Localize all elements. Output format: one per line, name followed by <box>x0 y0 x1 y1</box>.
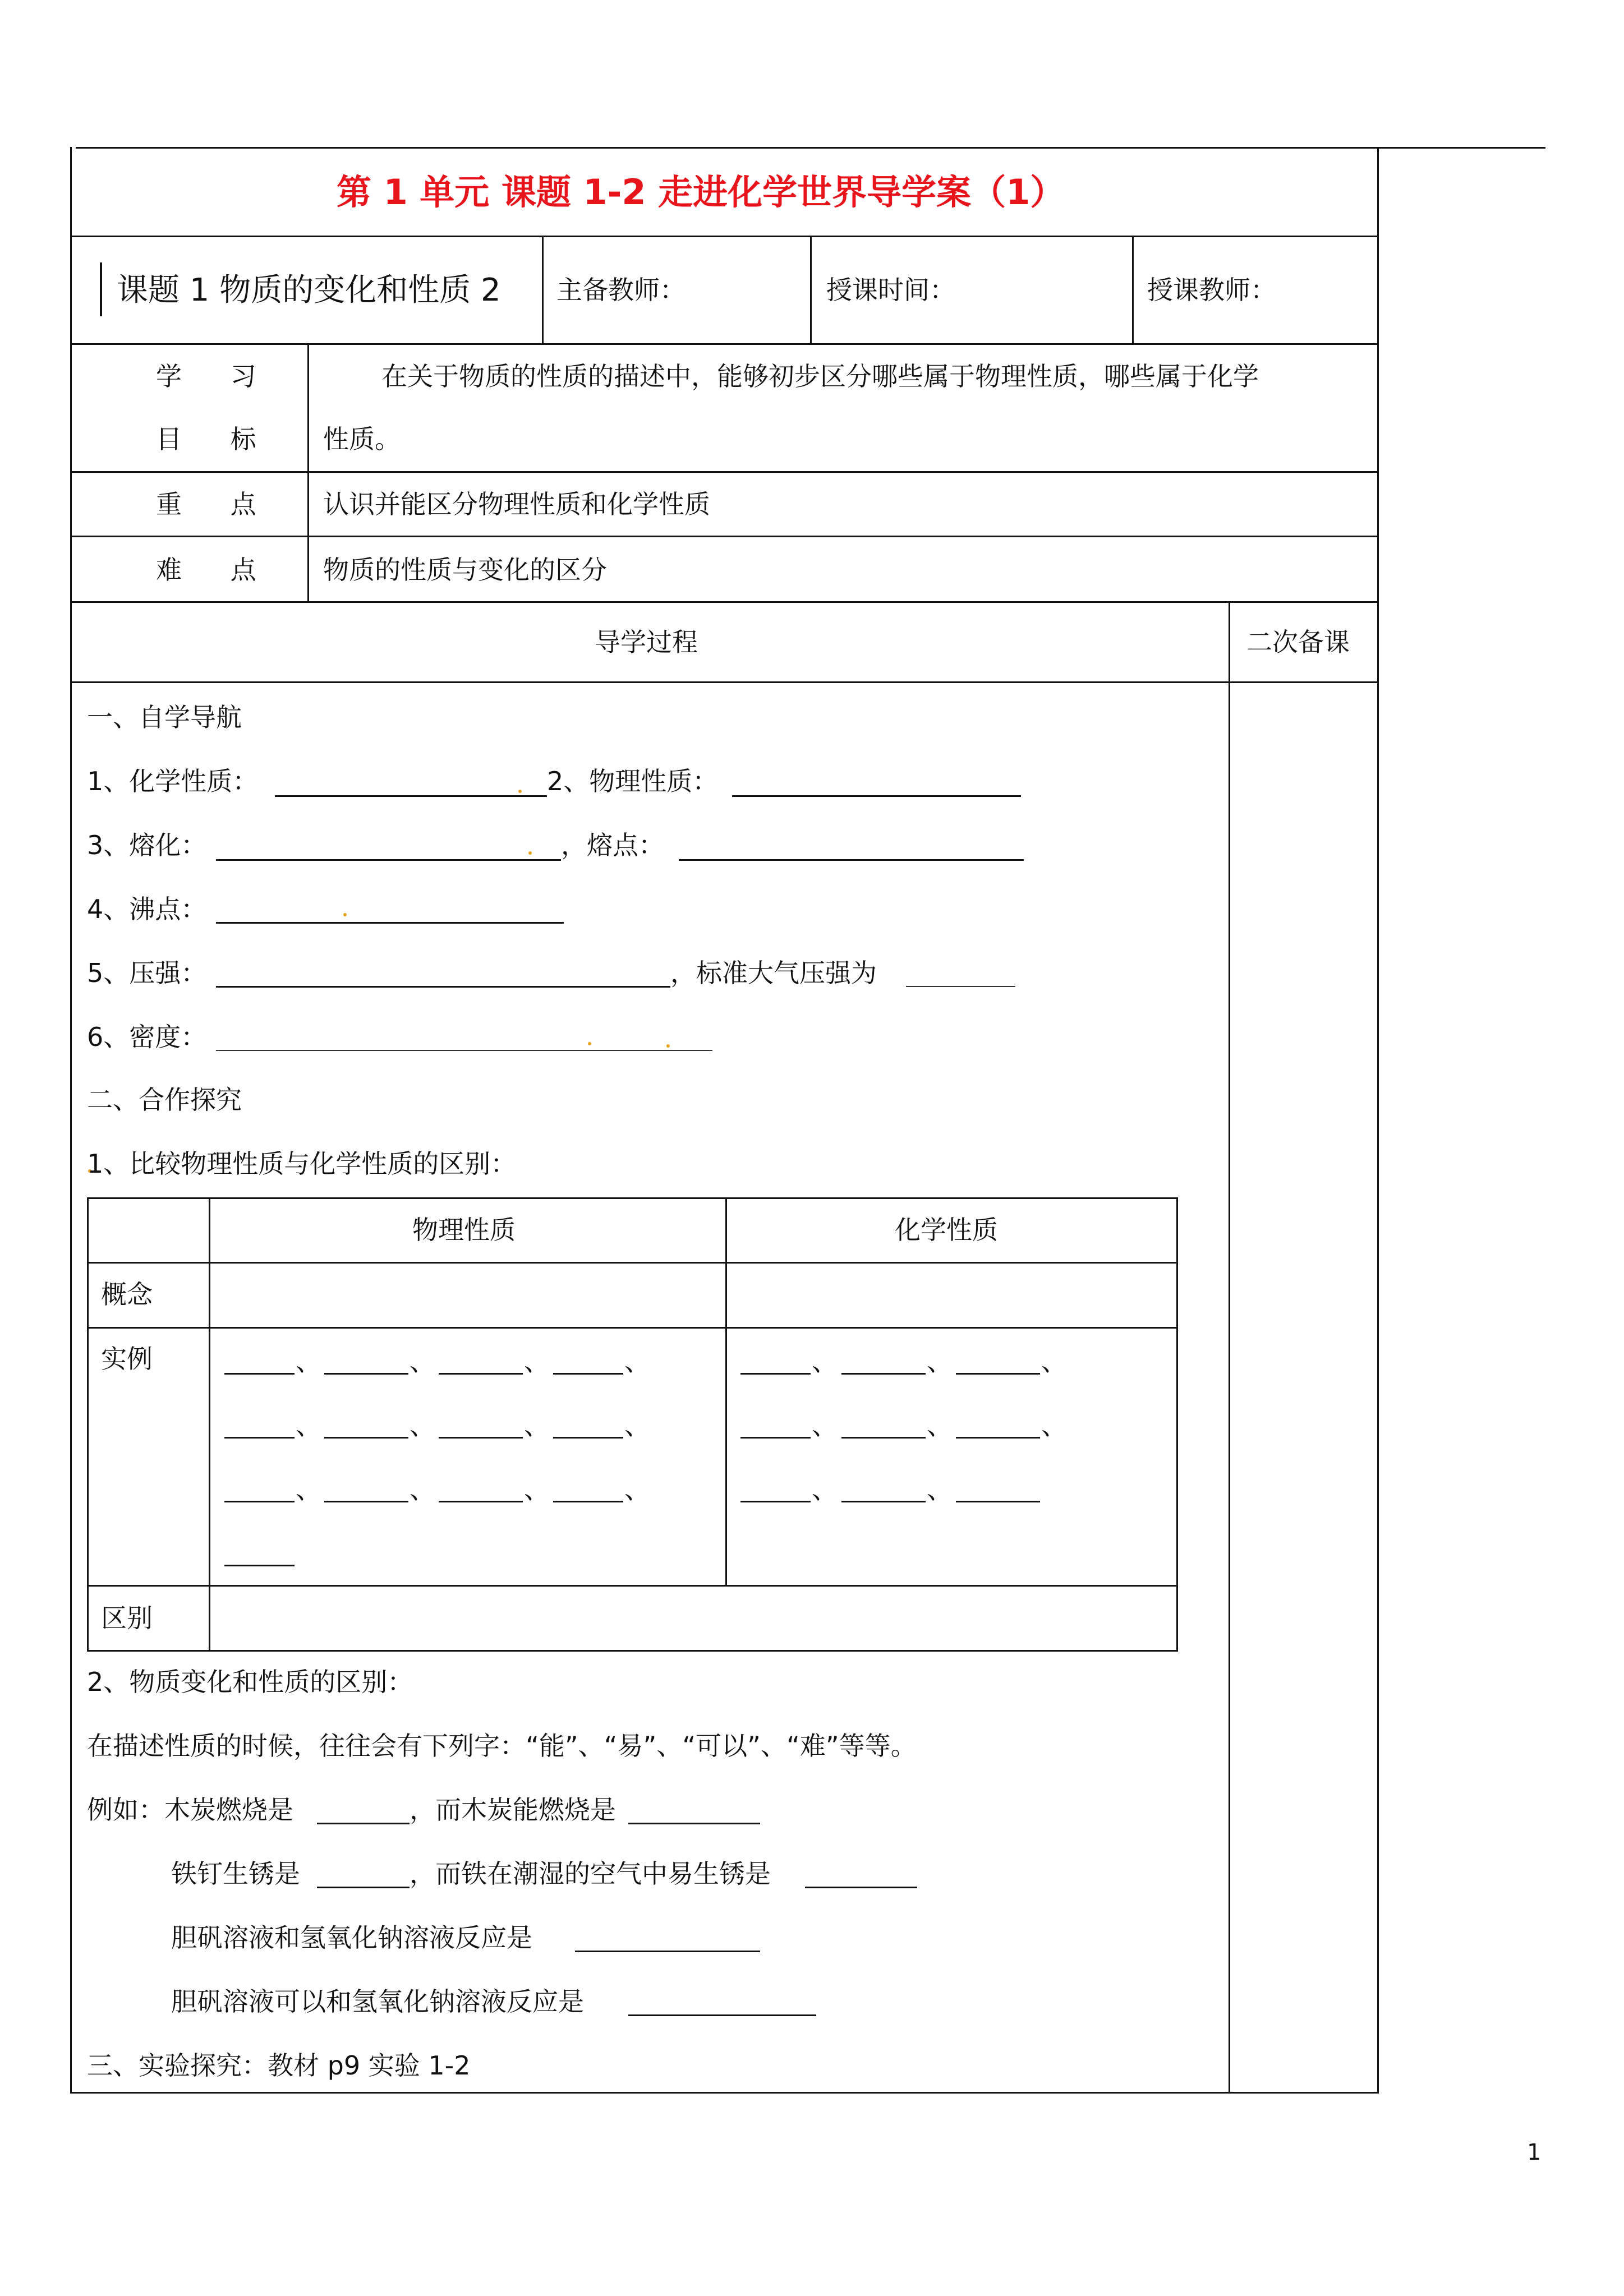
diff-intro: 在描述性质的时候，往往会有下列字：“能”、“易”、“可以”、“难”等等。 <box>87 1731 917 1761</box>
row-line-objectives <box>70 471 1379 473</box>
chemical-example-blank[interactable] <box>956 1373 1040 1375</box>
lesson-title: 课题 1 物质的变化和性质 2 <box>117 272 501 308</box>
item-physical-property: 2、物理性质： <box>547 766 719 796</box>
physical-example-blank[interactable] <box>324 1437 408 1439</box>
blank-ex2a[interactable] <box>317 1887 410 1888</box>
separator: 、 <box>927 1410 953 1441</box>
header-divider-1 <box>542 236 544 343</box>
row-line-process <box>70 681 1379 683</box>
physical-example-blank[interactable] <box>553 1373 623 1375</box>
row-difference-label: 区别 <box>101 1603 153 1633</box>
chemical-example-blank[interactable] <box>956 1501 1040 1502</box>
inner-table-row3 <box>87 1585 1178 1587</box>
top-rule <box>76 147 1545 149</box>
separator: 、 <box>296 1410 321 1441</box>
blank-ex1b[interactable] <box>628 1823 760 1824</box>
separator: 、 <box>524 1474 550 1505</box>
table-border-bottom <box>70 2092 1379 2094</box>
example-2a: 铁钉生锈是 <box>171 1859 300 1889</box>
row-example-label: 实例 <box>101 1344 153 1374</box>
row-line-difficulty <box>70 601 1379 603</box>
row-line-header <box>70 343 1379 345</box>
example-1b: ，而木炭能燃烧是 <box>410 1795 616 1825</box>
blank-ex2b[interactable] <box>805 1887 917 1888</box>
separator: 、 <box>812 1347 838 1377</box>
physical-example-blank[interactable] <box>224 1437 295 1439</box>
example-1a: 例如：木炭燃烧是 <box>87 1795 293 1825</box>
inner-table-col2 <box>725 1197 727 1587</box>
inner-table-left <box>87 1197 89 1652</box>
table-border-right <box>1377 147 1379 2093</box>
blank-melting-point[interactable] <box>679 859 1024 861</box>
prep-column-divider <box>1229 601 1230 2093</box>
physical-example-blank[interactable] <box>224 1373 295 1375</box>
separator: 、 <box>812 1410 838 1441</box>
objectives-label-1: 学 习 <box>156 361 277 391</box>
process-header: 导学过程 <box>595 627 698 657</box>
blank-ex1a[interactable] <box>317 1823 410 1824</box>
separator: 、 <box>524 1347 550 1377</box>
diff-title: 2、物质变化和性质的区别： <box>87 1667 413 1697</box>
inner-table-top <box>87 1197 1178 1199</box>
second-prep-header: 二次备课 <box>1246 627 1350 657</box>
physical-example-blank[interactable] <box>224 1565 295 1566</box>
blank-density[interactable] <box>216 1050 712 1051</box>
inner-table-row1 <box>87 1262 1178 1264</box>
physical-example-blank[interactable] <box>439 1437 523 1439</box>
section2-title: 二、合作探究 <box>87 1085 242 1115</box>
item-standard-pressure: ，标准大气压强为 <box>670 958 877 988</box>
item-pressure: 5、压强： <box>87 958 207 988</box>
page-number: 1 <box>1527 2140 1542 2165</box>
main-teacher-label: 主备教师： <box>556 275 686 305</box>
objectives-text-2: 性质。 <box>323 424 401 454</box>
lesson-bar <box>100 262 102 316</box>
row-concept-label: 概念 <box>101 1279 153 1310</box>
item-chemical-property: 1、化学性质： <box>87 766 259 796</box>
chemical-example-blank[interactable] <box>841 1373 926 1375</box>
blank-melting[interactable] <box>216 859 561 861</box>
chemical-example-blank[interactable] <box>956 1437 1040 1439</box>
blank-boiling-point[interactable] <box>216 922 564 924</box>
blank-ex3[interactable] <box>575 1951 760 1952</box>
separator: 、 <box>410 1410 435 1441</box>
stray-mark <box>666 1044 670 1048</box>
difficulty-text: 物质的性质与变化的区分 <box>323 555 607 585</box>
separator: 、 <box>812 1474 838 1505</box>
separator: 、 <box>410 1347 435 1377</box>
table-border-left <box>70 147 72 2093</box>
blank-physical-property[interactable] <box>732 795 1021 797</box>
physical-example-blank[interactable] <box>553 1501 623 1502</box>
separator: 、 <box>927 1474 953 1505</box>
col-chemical-header: 化学性质 <box>895 1215 998 1245</box>
inner-table-col1 <box>209 1197 210 1652</box>
separator: 、 <box>296 1474 321 1505</box>
inner-table-row2 <box>87 1327 1178 1329</box>
item-density: 6、密度： <box>87 1022 207 1052</box>
objectives-text-1: 在关于物质的性质的描述中，能够初步区分哪些属于物理性质，哪些属于化学 <box>381 361 1259 391</box>
separator: 、 <box>624 1410 650 1441</box>
stray-mark <box>528 851 532 855</box>
header-divider-3 <box>1132 236 1134 343</box>
inner-table-right <box>1176 1197 1178 1652</box>
item-boiling-point: 4、沸点： <box>87 894 207 924</box>
separator: 、 <box>1041 1347 1067 1377</box>
chemical-example-blank[interactable] <box>740 1373 811 1375</box>
page-title: 第 1 单元 课题 1-2 走进化学世界导学案（1） <box>337 172 1065 213</box>
keypoint-text: 认识并能区分物理性质和化学性质 <box>323 489 710 519</box>
chemical-example-blank[interactable] <box>841 1437 926 1439</box>
stray-mark <box>518 790 522 793</box>
compare-title: 1、比较物理性质与化学性质的区别： <box>87 1149 517 1179</box>
physical-example-blank[interactable] <box>439 1501 523 1502</box>
example-3: 胆矾溶液和氢氧化钠溶液反应是 <box>171 1922 532 1953</box>
chemical-example-blank[interactable] <box>841 1501 926 1502</box>
section3-title: 三、实验探究：教材 p9 实验 1-2 <box>87 2050 471 2081</box>
physical-example-blank[interactable] <box>324 1501 408 1502</box>
blank-pressure[interactable] <box>216 986 670 988</box>
blank-ex4[interactable] <box>628 2014 816 2016</box>
physical-example-blank[interactable] <box>553 1437 623 1439</box>
row-line-title <box>70 236 1379 237</box>
physical-example-blank[interactable] <box>224 1501 295 1502</box>
item-melting-point: ，熔点： <box>561 830 664 860</box>
separator: 、 <box>296 1347 321 1377</box>
chemical-example-blank[interactable] <box>740 1501 811 1502</box>
item-melting: 3、熔化： <box>87 830 207 860</box>
header-divider-2 <box>810 236 812 343</box>
separator: 、 <box>1041 1410 1067 1441</box>
example-2b: ，而铁在潮湿的空气中易生锈是 <box>410 1859 771 1889</box>
example-4: 胆矾溶液可以和氢氧化钠溶液反应是 <box>171 1986 584 2017</box>
keypoint-label: 重 点 <box>156 489 277 519</box>
separator: 、 <box>624 1347 650 1377</box>
col-physical-header: 物理性质 <box>412 1215 516 1245</box>
blank-standard-pressure[interactable] <box>906 986 1015 987</box>
row-line-keypoint <box>70 536 1379 537</box>
stray-mark <box>588 1042 591 1045</box>
separator: 、 <box>410 1474 435 1505</box>
physical-example-blank[interactable] <box>439 1373 523 1375</box>
section1-title: 一、自学导航 <box>87 702 242 732</box>
separator: 、 <box>927 1347 953 1377</box>
label-column-divider <box>307 343 309 601</box>
objectives-label-2: 目 标 <box>156 424 277 454</box>
class-time-label: 授课时间： <box>826 275 955 305</box>
physical-example-blank[interactable] <box>324 1373 408 1375</box>
chemical-example-blank[interactable] <box>740 1437 811 1439</box>
inner-table-bottom <box>87 1650 1178 1652</box>
stray-mark <box>343 913 347 916</box>
blank-chemical-property[interactable] <box>275 795 547 797</box>
difficulty-label: 难 点 <box>156 555 277 585</box>
separator: 、 <box>624 1474 650 1505</box>
separator: 、 <box>524 1410 550 1441</box>
teacher-label: 授课教师： <box>1147 275 1276 305</box>
